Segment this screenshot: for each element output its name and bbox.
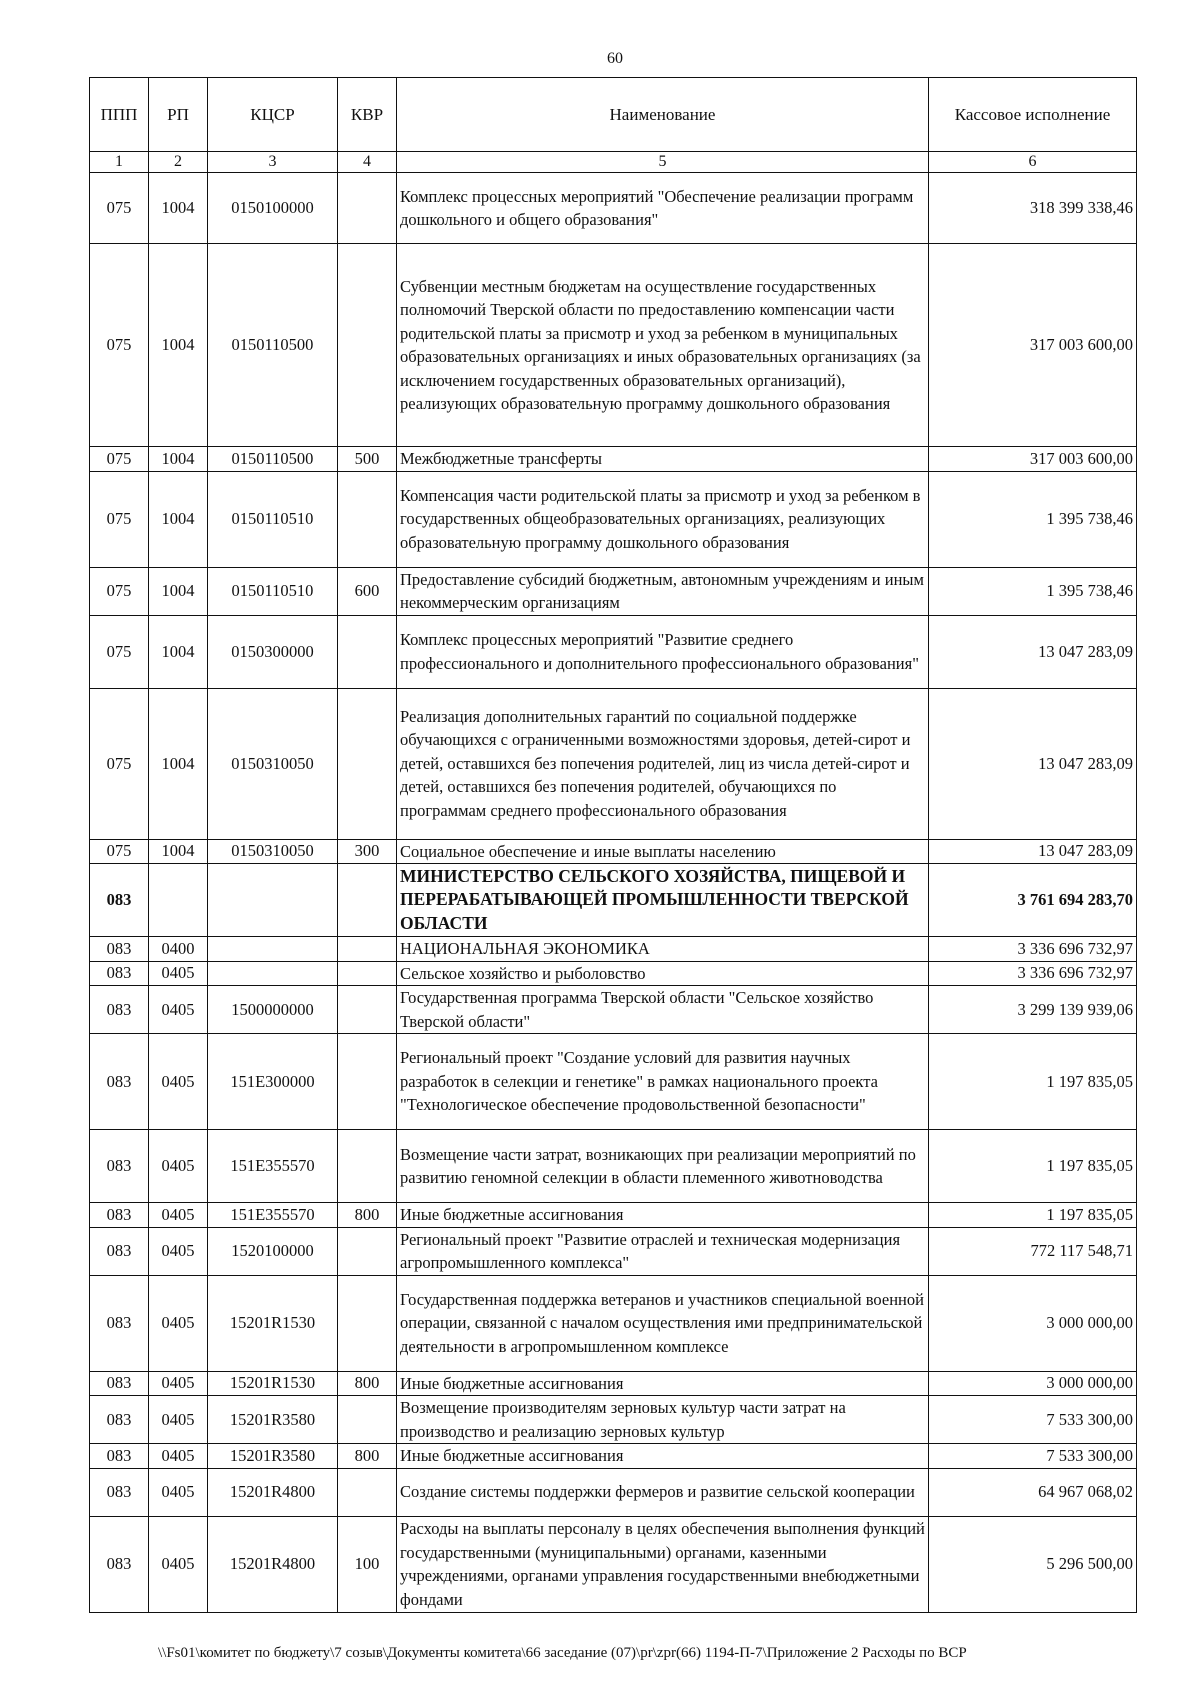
cell-name: Государственная программа Тверской области "Сельское хозяйство Тверской области": [397, 986, 929, 1034]
cell-ppp: 083: [90, 961, 149, 986]
cell-ppp: 083: [90, 1203, 149, 1228]
cell-amount: 7 533 300,00: [929, 1396, 1137, 1444]
cell-kcsr: 15201R3580: [208, 1444, 338, 1469]
cell-amount: 7 533 300,00: [929, 1444, 1137, 1469]
cell-rp: 0405: [149, 1516, 208, 1612]
cell-name: Возмещение части затрат, возникающих при реализации мероприятий по развитию геномной селекции в области племенного животноводства: [397, 1130, 929, 1203]
cell-amount: 3 336 696 732,97: [929, 961, 1137, 986]
cell-ppp: 075: [90, 567, 149, 615]
cell-rp: 1004: [149, 615, 208, 688]
cell-name: Региональный проект "Развитие отраслей и техническая модернизация агропромышленного комплекса": [397, 1227, 929, 1275]
cell-kcsr: 15201R3580: [208, 1396, 338, 1444]
cell-kvr: 800: [338, 1203, 397, 1228]
cell-kcsr: 15201R1530: [208, 1371, 338, 1396]
cell-amount: 317 003 600,00: [929, 244, 1137, 447]
column-number: 2: [149, 152, 208, 173]
cell-rp: 0405: [149, 986, 208, 1034]
cell-kcsr: 15201R1530: [208, 1275, 338, 1371]
cell-kcsr: 15201R4800: [208, 1468, 338, 1516]
cell-amount: 772 117 548,71: [929, 1227, 1137, 1275]
table-row: [90, 986, 1137, 1034]
cell-kcsr: [208, 937, 338, 962]
cell-kvr: [338, 961, 397, 986]
cell-ppp: 083: [90, 1130, 149, 1203]
cell-amount: 5 296 500,00: [929, 1516, 1137, 1612]
cell-name: Компенсация части родительской платы за присмотр и уход за ребенком в государственных общеобразовательных организациях, реализующих образовательную программу дошкольного образования: [397, 471, 929, 567]
header-rp: РП: [149, 78, 208, 152]
cell-amount: 1 197 835,05: [929, 1034, 1137, 1130]
cell-name: Государственная поддержка ветеранов и участников специальной военной операции, связанной с началом осуществления ими предпринимательской деятельности в агропромышленном комплексе: [397, 1275, 929, 1371]
cell-ppp: 083: [90, 986, 149, 1034]
cell-kcsr: 0150110510: [208, 471, 338, 567]
cell-name: Субвенции местным бюджетам на осуществление государственных полномочий Тверской области по предоставлению компенсации части родительской платы за присмотр и уход за ребенком в муниципальных образовательных организациях и иных образовательных организациях (за исключением государственных образовательных организаций), реализующих образовательную программу дошкольного образования: [397, 244, 929, 447]
cell-amount: 1 395 738,46: [929, 471, 1137, 567]
cell-kvr: [338, 1275, 397, 1371]
cell-kvr: [338, 1468, 397, 1516]
cell-kvr: [338, 1227, 397, 1275]
cell-ppp: 075: [90, 471, 149, 567]
cell-kvr: 500: [338, 447, 397, 472]
table-row: [90, 1034, 1137, 1130]
cell-rp: 0405: [149, 1396, 208, 1444]
cell-ppp: 083: [90, 1396, 149, 1444]
cell-amount: 64 967 068,02: [929, 1468, 1137, 1516]
cell-rp: 0405: [149, 1203, 208, 1228]
cell-kvr: [338, 471, 397, 567]
cell-rp: 1004: [149, 173, 208, 244]
header-kvr: КВР: [338, 78, 397, 152]
cell-amount: 318 399 338,46: [929, 173, 1137, 244]
cell-kvr: [338, 244, 397, 447]
cell-kvr: [338, 688, 397, 839]
cell-kvr: [338, 937, 397, 962]
cell-name: Межбюджетные трансферты: [397, 447, 929, 472]
header-ppp: ППП: [90, 78, 149, 152]
cell-amount: 13 047 283,09: [929, 839, 1137, 864]
table-row: [90, 864, 1137, 937]
header-name: Наименование: [397, 78, 929, 152]
cell-rp: 0405: [149, 961, 208, 986]
table-row: [90, 1275, 1137, 1371]
cell-ppp: 083: [90, 1034, 149, 1130]
table-row: [90, 447, 1137, 472]
cell-name: Иные бюджетные ассигнования: [397, 1371, 929, 1396]
cell-kvr: 100: [338, 1516, 397, 1612]
cell-kcsr: 0150110500: [208, 244, 338, 447]
cell-rp: 1004: [149, 688, 208, 839]
table-row: [90, 567, 1137, 615]
cell-kvr: 800: [338, 1444, 397, 1469]
cell-kcsr: 0150100000: [208, 173, 338, 244]
cell-amount: 1 197 835,05: [929, 1203, 1137, 1228]
cell-rp: 0400: [149, 937, 208, 962]
cell-kvr: 600: [338, 567, 397, 615]
cell-ppp: 083: [90, 1516, 149, 1612]
cell-kvr: [338, 986, 397, 1034]
cell-kvr: [338, 864, 397, 937]
column-number: 5: [397, 152, 929, 173]
page-number: 60: [607, 50, 623, 67]
cell-ppp: 075: [90, 839, 149, 864]
cell-ppp: 075: [90, 688, 149, 839]
cell-rp: 0405: [149, 1444, 208, 1469]
table-row: [90, 961, 1137, 986]
budget-table: [89, 77, 1137, 1613]
cell-amount: 3 761 694 283,70: [929, 864, 1137, 937]
cell-name: Иные бюджетные ассигнования: [397, 1444, 929, 1469]
table-row: [90, 839, 1137, 864]
cell-kvr: [338, 1396, 397, 1444]
table-row: [90, 1371, 1137, 1396]
cell-rp: 0405: [149, 1371, 208, 1396]
cell-amount: 3 000 000,00: [929, 1371, 1137, 1396]
header-kcsr: КЦСР: [208, 78, 338, 152]
table-row: [90, 937, 1137, 962]
cell-ppp: 083: [90, 937, 149, 962]
cell-ppp: 075: [90, 447, 149, 472]
cell-kcsr: 0150110500: [208, 447, 338, 472]
cell-ppp: 083: [90, 1275, 149, 1371]
cell-name: Создание системы поддержки фермеров и развитие сельской кооперации: [397, 1468, 929, 1516]
cell-name: Комплекс процессных мероприятий "Обеспечение реализации программ дошкольного и общего образования": [397, 173, 929, 244]
cell-kcsr: 0150300000: [208, 615, 338, 688]
cell-kcsr: 0150310050: [208, 688, 338, 839]
cell-name: Предоставление субсидий бюджетным, автономным учреждениям и иным некоммерческим организациям: [397, 567, 929, 615]
cell-kcsr: 0150310050: [208, 839, 338, 864]
cell-name: Иные бюджетные ассигнования: [397, 1203, 929, 1228]
cell-ppp: 083: [90, 864, 149, 937]
cell-name: Реализация дополнительных гарантий по социальной поддержке обучающихся с ограниченными возможностями здоровья, детей-сирот и детей, оставшихся без попечения родителей, лиц из числа детей-сирот и детей, оставшихся без попечения родителей, обучающихся по программам среднего профессионального образования: [397, 688, 929, 839]
footer-file-path: \\Fs01\комитет по бюджету\7 созыв\Документы комитета\66 заседание (07)\pr\zpr(66) 1194-П-7\Приложение 2 Расходы по ВСР: [158, 1645, 967, 1661]
cell-kvr: 800: [338, 1371, 397, 1396]
table-row: [90, 1130, 1137, 1203]
table-row: [90, 688, 1137, 839]
cell-ppp: 083: [90, 1371, 149, 1396]
cell-kvr: [338, 173, 397, 244]
cell-name: НАЦИОНАЛЬНАЯ ЭКОНОМИКА: [397, 937, 929, 962]
cell-name: Сельское хозяйство и рыболовство: [397, 961, 929, 986]
cell-name: Социальное обеспечение и иные выплаты населению: [397, 839, 929, 864]
cell-name: Расходы на выплаты персоналу в целях обеспечения выполнения функций государственными (муниципальными) органами, казенными учреждениями, органами управления государственными внебюджетными фондами: [397, 1516, 929, 1612]
cell-amount: 3 299 139 939,06: [929, 986, 1137, 1034]
column-number: 1: [90, 152, 149, 173]
cell-kcsr: 151E355570: [208, 1130, 338, 1203]
table-row: [90, 1444, 1137, 1469]
cell-name: Региональный проект "Создание условий для развития научных разработок в селекции и генетике" в рамках национального проекта "Технологическое обеспечение продовольственной безопасности": [397, 1034, 929, 1130]
cell-ppp: 083: [90, 1468, 149, 1516]
cell-kcsr: 1500000000: [208, 986, 338, 1034]
cell-amount: 13 047 283,09: [929, 615, 1137, 688]
table-row: [90, 1203, 1137, 1228]
cell-ppp: 075: [90, 615, 149, 688]
cell-amount: 1 395 738,46: [929, 567, 1137, 615]
cell-ppp: 075: [90, 244, 149, 447]
cell-kcsr: 1520100000: [208, 1227, 338, 1275]
table-body: [90, 173, 1137, 1613]
cell-kcsr: 151E300000: [208, 1034, 338, 1130]
cell-rp: 1004: [149, 471, 208, 567]
cell-kvr: [338, 1130, 397, 1203]
table-row: [90, 1516, 1137, 1612]
cell-amount: 13 047 283,09: [929, 688, 1137, 839]
cell-rp: [149, 864, 208, 937]
cell-ppp: 083: [90, 1444, 149, 1469]
cell-rp: 1004: [149, 447, 208, 472]
cell-kvr: 300: [338, 839, 397, 864]
table-row: [90, 1468, 1137, 1516]
column-number: 6: [929, 152, 1137, 173]
cell-rp: 0405: [149, 1275, 208, 1371]
table-row: [90, 1396, 1137, 1444]
table-row: [90, 173, 1137, 244]
cell-rp: 1004: [149, 567, 208, 615]
cell-kcsr: 0150110510: [208, 567, 338, 615]
cell-kcsr: [208, 961, 338, 986]
cell-rp: 0405: [149, 1468, 208, 1516]
column-number: 3: [208, 152, 338, 173]
cell-rp: 0405: [149, 1130, 208, 1203]
cell-amount: 3 000 000,00: [929, 1275, 1137, 1371]
column-number: 4: [338, 152, 397, 173]
table-row: [90, 244, 1137, 447]
table-row: [90, 471, 1137, 567]
table-row: [90, 1227, 1137, 1275]
cell-name: Комплекс процессных мероприятий "Развитие среднего профессионального и дополнительного профессионального образования": [397, 615, 929, 688]
cell-rp: 1004: [149, 244, 208, 447]
cell-rp: 0405: [149, 1034, 208, 1130]
table-header-row: [90, 78, 1137, 152]
cell-kcsr: 15201R4800: [208, 1516, 338, 1612]
column-number-row: [90, 152, 1137, 173]
header-amount: Кассовое исполнение: [929, 78, 1137, 152]
cell-amount: 1 197 835,05: [929, 1130, 1137, 1203]
cell-kvr: [338, 1034, 397, 1130]
cell-name: Возмещение производителям зерновых культур части затрат на производство и реализацию зерновых культур: [397, 1396, 929, 1444]
cell-ppp: 075: [90, 173, 149, 244]
table-row: [90, 615, 1137, 688]
cell-ppp: 083: [90, 1227, 149, 1275]
cell-amount: 317 003 600,00: [929, 447, 1137, 472]
cell-rp: 0405: [149, 1227, 208, 1275]
cell-kcsr: 151E355570: [208, 1203, 338, 1228]
cell-amount: 3 336 696 732,97: [929, 937, 1137, 962]
cell-name: МИНИСТЕРСТВО СЕЛЬСКОГО ХОЗЯЙСТВА, ПИЩЕВОЙ И ПЕРЕРАБАТЫВАЮЩЕЙ ПРОМЫШЛЕННОСТИ ТВЕРСКОЙ ОБЛАСТИ: [397, 864, 929, 937]
cell-kcsr: [208, 864, 338, 937]
cell-kvr: [338, 615, 397, 688]
cell-rp: 1004: [149, 839, 208, 864]
